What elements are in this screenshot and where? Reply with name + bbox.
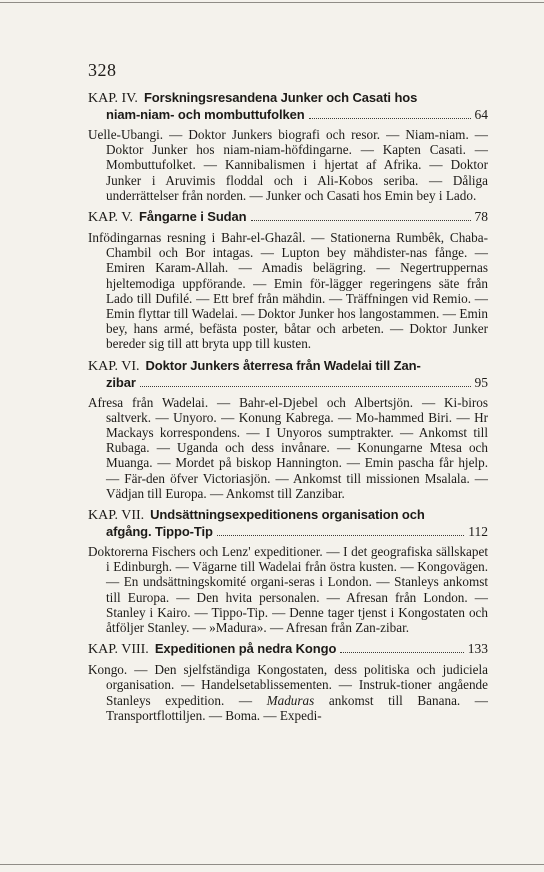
chapter-summary: Afresa från Wadelai. — Bahr-el-Djebel och Albertsjön. — Ki-biros saltverk. — Unyoro. — Konung Kabrega. — Mo-hammed Biri. — Hr Mackays korrespondens. — I Unyoros sumptrakter. — Ankomst till Rubaga. — Uganda och dess invånare. — Konungarne Mtesa och Muanga. — Mordet på biskop Hannington. — Emin pascha får hjelp. — Fär-den öfver Victoriasjön. — Ankomst till missionen Msalala. — Vädjan till Europa. — Ankomst till Zanzibar. (88, 394, 488, 501)
chapter-vii (88, 507, 488, 635)
chapter-title: Fångarne i Sudan (139, 209, 247, 225)
chapter-heading (88, 507, 488, 540)
chapter-number: KAP. VII. (88, 508, 145, 524)
chapter-number: KAP. IV. (88, 91, 138, 106)
chapter-heading (88, 90, 488, 123)
chapter-viii (88, 641, 488, 723)
chapter-summary (88, 662, 488, 723)
chapter-page-number: 95 (474, 374, 488, 390)
chapter-title: Undsättningsexpeditionens organisation och (150, 507, 425, 523)
chapter-heading (88, 358, 488, 391)
chapter-number: KAP. VI. (88, 358, 140, 374)
chapter-page-number: 78 (474, 209, 488, 225)
chapter-number: KAP. V. (88, 210, 134, 226)
chapter-summary: Doktorerna Fischers och Lenz' expeditioner. — I det geografiska sällskapet i Edinburgh. — Vägarne till Wadelai från östra kusten. — Kongovägen. — En undsättningskomité organi-seras i London. — Stanleys ankomst till Europa. — Den hvita personalen. — Afresan från London. — Stanley i Kairo. — Tippo-Tip. — Denne tager tjenst i Kongostaten och åtföljer Stanley. — »Madura». — Afresan från Zan-zibar. (88, 544, 488, 636)
chapter-page-number: 64 (474, 107, 488, 122)
chapter-title-continued: niam-niam- och mombuttufolken (106, 107, 305, 122)
chapter-heading (88, 641, 488, 658)
top-rule (0, 2, 544, 3)
chapter-title: Doktor Junkers återresa från Wadelai till Zan- (145, 357, 421, 373)
ship-name: Maduras (266, 692, 315, 708)
table-of-contents (88, 90, 488, 723)
dot-leader (140, 385, 471, 387)
page-number: 328 (88, 60, 117, 80)
chapter-title-continued: zibar (106, 374, 136, 390)
summary-text: Kongo. — Den sjelfständiga Kongostaten, dess politiska och judiciela organisation. — Handelsetablissementen. — Instruk-tioner angående Stanleys expedition. — (88, 662, 488, 708)
chapter-vi (88, 358, 488, 501)
chapter-number: KAP. VIII. (88, 642, 149, 658)
chapter-page-number: 133 (467, 641, 488, 657)
dot-leader (309, 117, 471, 119)
summary-text: ankomst till Banana. — Transportflottiljen. — Boma. — Expedi- (106, 692, 488, 723)
chapter-title: Expeditionen på nedra Kongo (154, 641, 337, 657)
dot-leader (217, 534, 464, 536)
chapter-page-number: 112 (468, 524, 488, 540)
chapter-title: Forskningsresandena Junker och Casati hos (143, 90, 418, 105)
chapter-v (88, 209, 488, 352)
dot-leader (340, 651, 463, 653)
chapter-title-continued: afgång. Tippo-Tip (106, 524, 213, 540)
chapter-heading (88, 209, 488, 226)
dot-leader (251, 219, 471, 221)
chapter-summary: Infödingarnas resning i Bahr-el-Ghazâl. — Stationerna Rumbêk, Chaba-Chambil och Bor intagas. — Lupton bey mähdister-nas fånge. — Emiren Karam-Allah. — Amadis belägring. — Negertruppernas hjeltemodiga uppförande. — Emin för-lägger regeringens säte från Lado till Dufilé. — Ett bref från mähdin. — Träffningen vid Remio. — Emin flyttar till Wadelai. — Doktor Junker hos langostammen. — Emin bey, hans armé, befästa poster, båtar och arbeten. — Doktor Junker bereder sig till att bryta upp till kusten. (88, 230, 488, 352)
chapter-iv (88, 90, 488, 203)
bottom-rule (0, 864, 544, 865)
chapter-summary: Uelle-Ubangi. — Doktor Junkers biografi och resor. — Niam-niam. — Doktor Junker hos niam-niam-höfdingarne. — Kapten Casati. — Mombuttufolket. — Kannibalismen i hjertat af Afrika. — Doktor Junker i Aruvimis floddal och i Ali-Kobos seriba. — Dåliga underrättelser från norden. — Junker och Casati hos Emin bey i Lado. (88, 127, 488, 203)
